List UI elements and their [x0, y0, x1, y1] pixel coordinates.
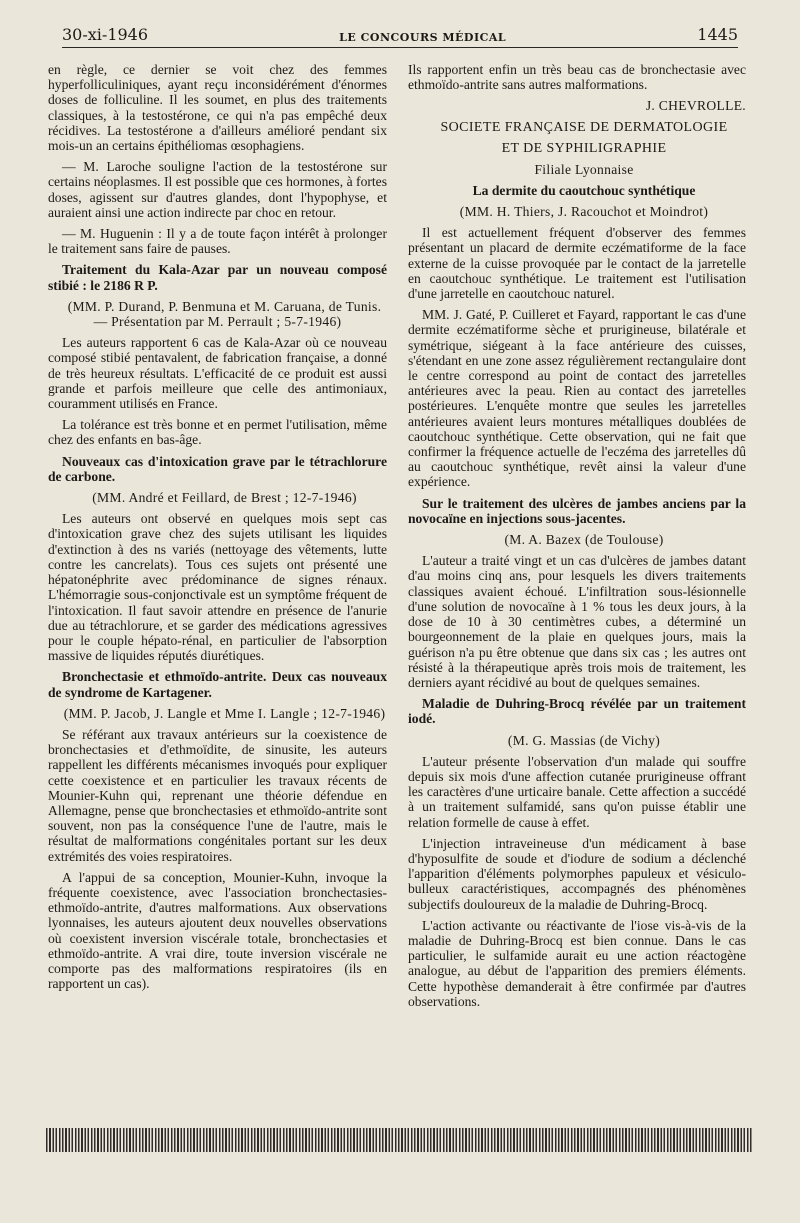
scan-barcode-strip	[46, 1128, 752, 1152]
paragraph: A l'appui de sa conception, Mounier-Kuhn, invoque la fréquente coexistence, avec l'association bronchectasies-ethmoïdo-antrite, d'autres malformations. Aux observations lyonnaises, les auteurs ajoutent deux nouvelles observations où coexistent inversion viscérale totale, bronchectasies et ethmoïdo-antrite. A vrai dire, toute inversion viscérale ne comporte pas des malformations respiratoires (ils en rapportent un cas).	[48, 869, 387, 992]
article-authors: (MM. P. Jacob, J. Langle et Mme I. Langle ; 12-7-1946)	[63, 705, 386, 721]
paragraph: Les auteurs ont observé en quelques mois sept cas d'intoxication grave chez des sujets utilisant les liquides d'extinction à des ns variés (nettoyage des vêtements, lutte contre les cancrelats). Tous ces sujets ont présenté une hépatonéphrite avec prédominance de signes rénaux. L'hémorragie sous-conjonctivale est un symptôme fréquent de l'intoxication. Il faut savoir attendre en présence de l'anurie due au tétrachlorure, et se garder des médications agressives pour le couple hépato-rénal, en particulier de l'absorption massive de liquides réputés diurétiques.	[48, 511, 387, 664]
article-authors: (MM. André et Feillard, de Brest ; 12-7-1946)	[92, 490, 357, 506]
article-title: Traitement du Kala-Azar par un nouveau composé stibié : le 2186 R P.	[48, 262, 387, 293]
article-title: Bronchectasie et ethmoïdo-antrite. Deux cas nouveaux de syndrome de Kartagener.	[48, 669, 387, 700]
paragraph: Il est actuellement fréquent d'observer des femmes présentant un placard de dermite eczématiforme de la face externe de la cuisse provoquée par le contact de la jarretelle en caoutchouc synthétique. Le traitement est l'utilisation d'une jarretelle en caoutchouc naturel.	[408, 225, 746, 302]
paragraph: La tolérance est très bonne et en permet l'utilisation, même chez des enfants en bas-âge.	[48, 417, 387, 448]
header-date: 30-xi-1946	[62, 25, 149, 44]
paragraph: Se référant aux travaux antérieurs sur la coexistence de bronchectasies et d'ethmoïdite, de sinusite, les auteurs rappellent les différents mécanismes invoqués pour expliquer cette coexistence et en particulier les travaux récents de Mounier-Kuhn qui, reprenant une théorie défendue en Allemagne, pense que bronchectasies et ethmoïdo-antrite sont souvent, non pas la conséquence l'une de l'autre, mais le résultat de malformations congénitales portant sur les deux extrémités des voies respiratoires.	[48, 726, 387, 864]
society-heading: ET DE SYPHILIGRAPHIE	[501, 140, 667, 156]
header-page-number: 1445	[697, 25, 738, 44]
left-column	[48, 62, 387, 1113]
paragraph: L'auteur présente l'observation d'un malade qui souffre depuis six mois d'une affection cutanée prurigineuse offrant les caractères d'une urticaire banale. Cette affection a succédé à un traitement sulfamidé, sans qu'on puisse établir une relation formelle de cause à effet.	[408, 753, 746, 830]
paragraph: L'injection intraveineuse d'un médicament à base d'hyposulfite de soude et d'iodure de sodium a déclenché l'apparition d'éléments polymorphes papuleux et vésiculo-bulleux caractéristiques, accompagnés des phénomènes subjectifs douloureux de la maladie de Duhring-Brocq.	[408, 835, 746, 912]
article-authors: (MM. P. Durand, P. Benmuna et M. Caruana, de Tunis. — Présentation par M. Perrault ; 5-7-1946)	[67, 298, 382, 330]
header-journal-title: LE CONCOURS MÉDICAL	[339, 31, 507, 44]
article-title: Sur le traitement des ulcères de jambes anciens par la novocaïne en injections sous-jacentes.	[408, 495, 746, 526]
society-subheading: Filiale Lyonnaise	[534, 161, 634, 177]
paragraph: en règle, ce dernier se voit chez des femmes hyperfolliculiniques, ayant reçu inconsidérément d'énormes doses de folliculine. Il les soumet, en plus des traitements classiques, à la testostérone, ce qui n'a pas empêché deux récidives. La testostérone a d'ailleurs amélioré pendant six mois-un an certains épithéliomas œsophagiens.	[48, 62, 387, 154]
paragraph: Ils rapportent enfin un très beau cas de bronchectasie avec ethmoïdo-antrite sans autres malformations.	[408, 62, 746, 93]
article-title: La dermite du caoutchouc synthétique	[472, 182, 696, 198]
article-authors: (M. A. Bazex (de Toulouse)	[504, 532, 664, 548]
society-heading: SOCIETE FRANÇAISE DE DERMATOLOGIE	[440, 119, 728, 135]
paragraph: L'auteur a traité vingt et un cas d'ulcères de jambes datant d'au moins cinq ans, pour lesquels les divers traitements classiques avaient échoué. L'infiltration sous-lésionnelle d'une solution de novocaïne à 1 % tous les deux jours, à la dose de 10 à 30 centimètres cubes, a déterminé un bourgeonnement de la plaie en quelques jours, mais la guérison n'a pu être obtenue que dans six cas ; les autres ont résisté à la thérapeutique après trois mois de traitement, les derniers ayant récidivé au bout de quelques semaines.	[408, 553, 746, 690]
paragraph: — M. Laroche souligne l'action de la testostérone sur certains néoplasmes. Il est possible que ces hormones, à fortes doses, agissent sur d'autres glandes, dont l'hypophyse, et auraient ainsi une action indirecte par choc en retour.	[48, 159, 387, 220]
right-column	[408, 62, 746, 1113]
article-authors: (MM. H. Thiers, J. Racouchot et Moindrot)	[459, 204, 709, 220]
article-title: Nouveaux cas d'intoxication grave par le tétrachlorure de carbone.	[48, 453, 387, 484]
paragraph: MM. J. Gaté, P. Cuilleret et Fayard, rapportant le cas d'une dermite eczématiforme sèche et prurigineuse, bilatérale et symétrique, siégeant à la face antérieure des cuisses, s'étendant en une zone assez régulièrement rectangulaire dont le centre correspond au point de contact des jarretelles antérieures avec la peau. Rien au contact des jarretelles postérieures. L'enquête montre que seules les jarretelles antérieures avaient leurs montures métalliques doublées de caoutchouc synthétique. Cette observation, qui ne fait que confirmer la fréquence actuelle de l'eczéma des jarretelles dû au caoutchouc synthétique, revêt ainsi la valeur d'une expérience.	[408, 307, 746, 490]
paragraph: — M. Huguenin : Il y a de toute façon intérêt à prolonger le traitement sans faire de pauses.	[48, 226, 387, 257]
paragraph: Les auteurs rapportent 6 cas de Kala-Azar où ce nouveau composé stibié pentavalent, de fabrication française, a donné de très heureux résultats. L'efficacité de ce produit est aussi grande et parfois meilleure que celle des antimoniaux, couramment utilisés en France.	[48, 335, 387, 412]
article-title: Maladie de Duhring-Brocq révélée par un traitement iodé.	[408, 696, 746, 727]
author-signature: J. CHEVROLLE.	[645, 98, 746, 114]
page-header	[62, 18, 738, 48]
paragraph: L'action activante ou réactivante de l'iose vis-à-vis de la maladie de Duhring-Brocq est bien connue. Dans le cas particulier, le sulfamide aurait eu une action réactogène analogue, au début de l'apparition des premiers éléments. Cette hypothèse demanderait à être confirmée par d'autres observations.	[408, 917, 746, 1009]
article-authors: (M. G. Massias (de Vichy)	[507, 732, 661, 748]
